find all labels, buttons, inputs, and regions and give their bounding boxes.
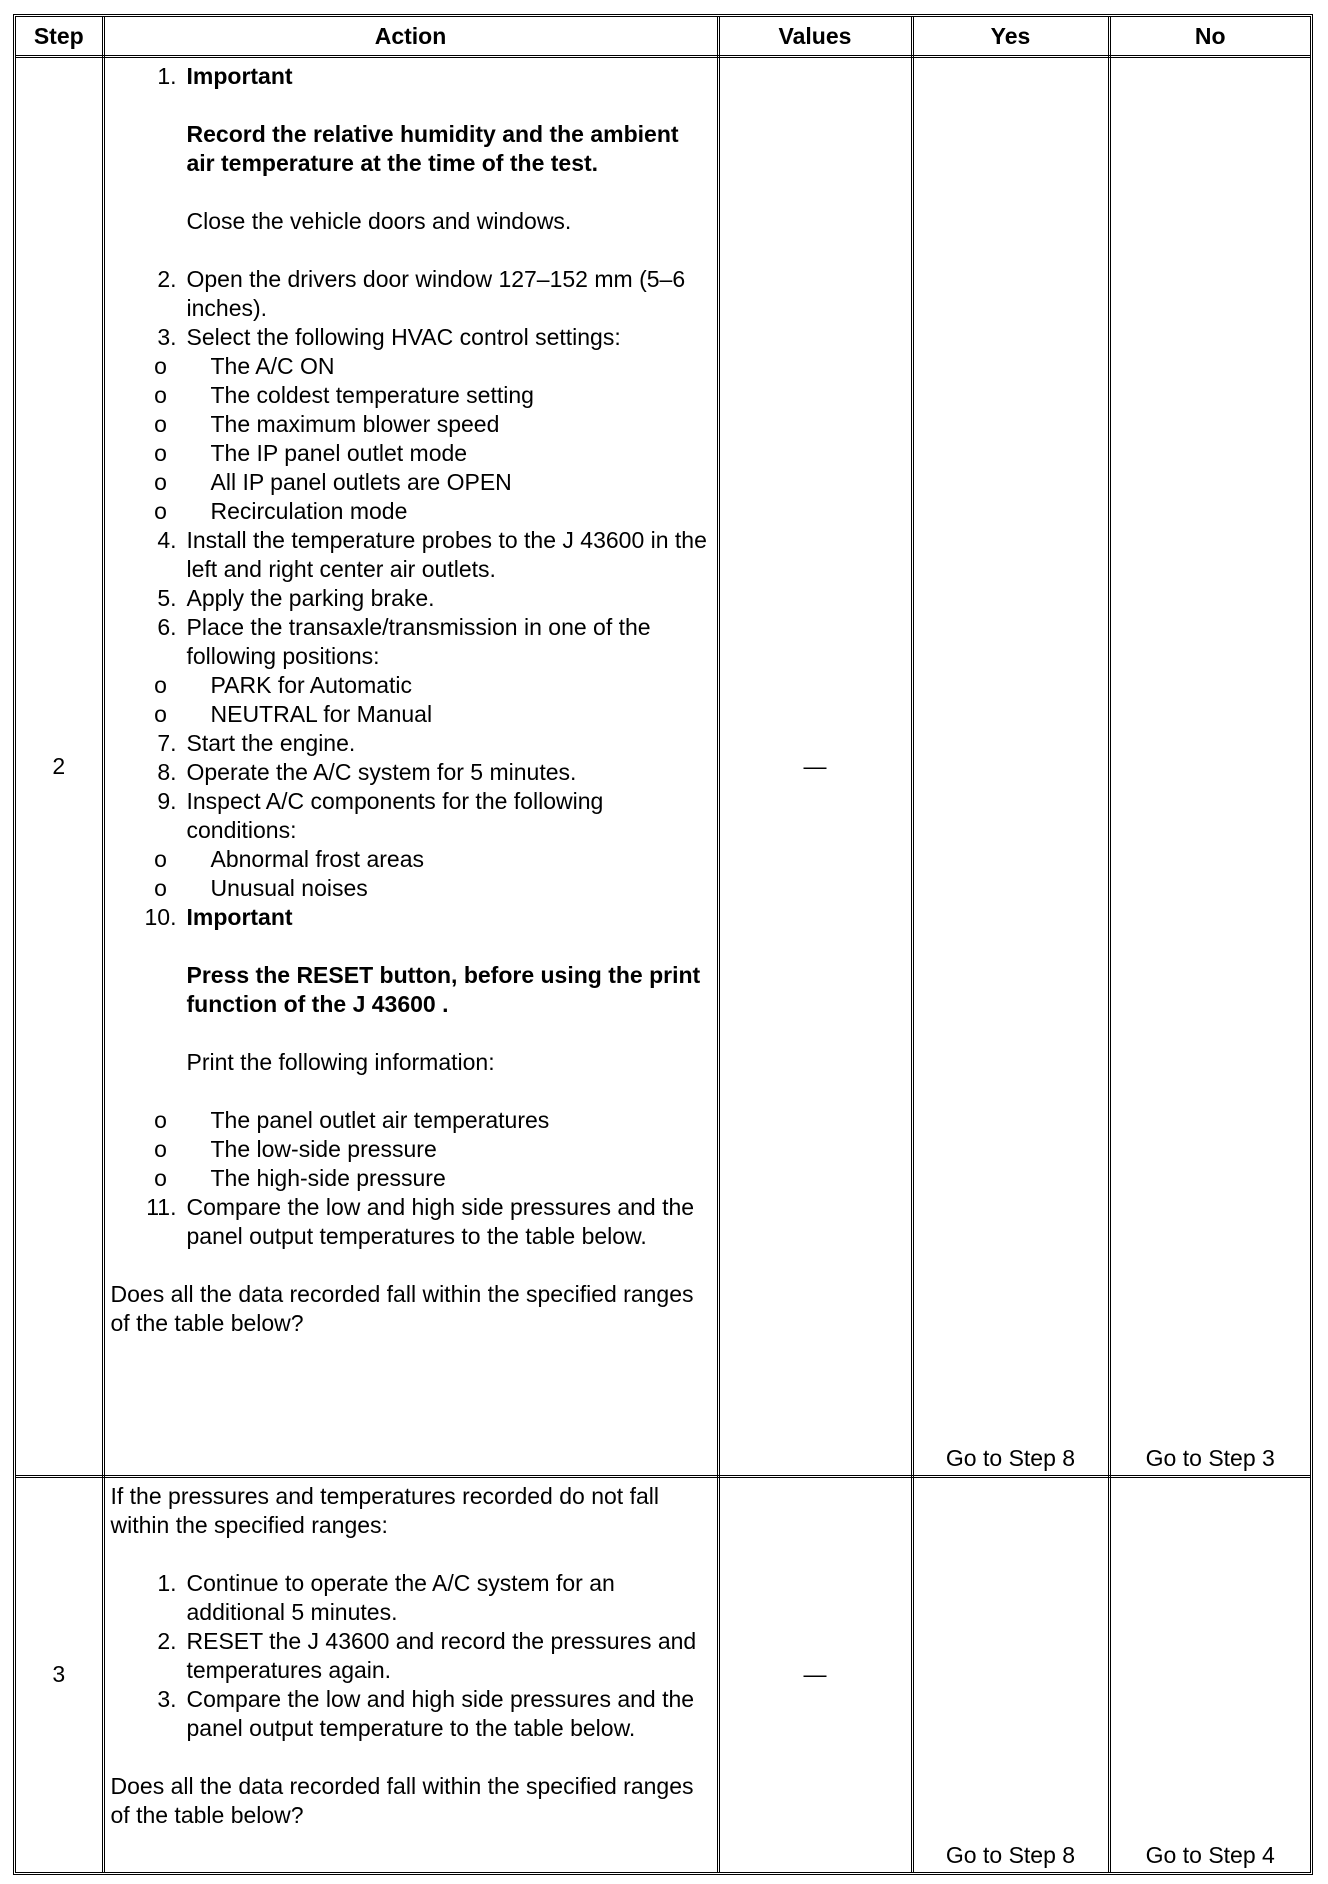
step-number: 3 [16,1477,103,1872]
bullet-icon: o [154,353,167,379]
item-number: 5. [157,585,177,611]
item-number: 3. [157,1686,177,1712]
table-row-step-2 [16,57,1310,1477]
item-text: Place the transaxle/transmission in one of the following positions: [186,614,651,669]
diagnostic-table [16,17,1310,1872]
header-no: No [1109,17,1310,57]
item-number: 11. [146,1194,177,1220]
list-item [111,613,711,671]
bullet-icon: o [154,1165,167,1191]
sub-bullet [111,381,711,410]
list-item [111,1569,711,1627]
important-note: Press the RESET button, before using the print function of the J 43600 . [186,962,701,1017]
intro-text: If the pressures and temperatures recorded do not fall within the specified ranges: [110,1483,659,1538]
item-text: Install the temperature probes to the J 43600 in the left and right center air outlets. [186,527,707,582]
item-text: RESET the J 43600 and record the pressures and temperatures again. [186,1628,697,1683]
bullet-text: PARK for Automatic [210,672,413,698]
list-item [111,758,711,787]
list-item [111,729,711,758]
item-number: 7. [157,730,177,756]
bullet-text: Unusual noises [210,875,368,901]
header-values: Values [718,17,912,57]
bullet-icon: o [154,440,167,466]
sub-bullet [111,671,711,700]
list-item [111,903,711,1106]
item-number: 8. [157,759,177,785]
bullet-text: The maximum blower speed [210,411,500,437]
item-number: 6. [157,614,177,640]
list-item [111,1193,711,1251]
sub-bullet [111,1164,711,1193]
item-text: Inspect A/C components for the following conditions: [186,788,604,843]
item-text: Open the drivers door window 127–152 mm (5–6 inches). [186,266,686,321]
bullet-icon: o [154,875,167,901]
sub-bullet [111,1106,711,1135]
bullet-icon: o [154,382,167,408]
bullet-text: Abnormal frost areas [210,846,424,872]
list-item [111,62,711,236]
sub-bullet [111,410,711,439]
list-item [111,323,711,352]
header-yes: Yes [912,17,1109,57]
yes-link[interactable]: Go to Step 8 [912,1477,1109,1872]
header-row [16,17,1310,57]
bullet-text: All IP panel outlets are OPEN [210,469,512,495]
bullet-text: The low-side pressure [210,1136,437,1162]
item-text: Compare the low and high side pressures and the panel output temperature to the table below. [186,1686,695,1741]
yes-link[interactable]: Go to Step 8 [912,57,1109,1477]
item-text: Close the vehicle doors and windows. [186,208,572,234]
bullet-text: NEUTRAL for Manual [210,701,433,727]
item-text: Operate the A/C system for 5 minutes. [186,759,577,785]
diagnostic-table-frame [13,14,1313,1875]
bullet-icon: o [154,672,167,698]
item-text: Apply the parking brake. [186,585,435,611]
bullet-text: The panel outlet air temperatures [210,1107,550,1133]
bullet-text: The A/C ON [210,353,335,379]
question-text: Does all the data recorded fall within the specified ranges of the table below? [110,1773,694,1828]
item-text: Select the following HVAC control settings: [186,324,621,350]
bullet-icon: o [154,1136,167,1162]
important-label: Important [186,63,293,89]
item-number: 1. [157,63,177,89]
bullet-text: Recirculation mode [210,498,408,524]
sub-bullet [111,845,711,874]
item-number: 9. [157,788,177,814]
bullet-icon: o [154,846,167,872]
action-cell [103,57,718,1477]
list-item [111,265,711,323]
no-link[interactable]: Go to Step 4 [1145,1841,1275,1868]
sub-bullet [111,497,711,526]
sub-bullet [111,439,711,468]
sub-bullet [111,1135,711,1164]
bullet-icon: o [154,498,167,524]
bullet-text: The coldest temperature setting [210,382,534,408]
item-text: Compare the low and high side pressures and the panel output temperatures to the table below. [186,1194,695,1249]
item-number: 4. [157,527,177,553]
item-number: 2. [157,1628,177,1654]
item-number: 3. [157,324,177,350]
bullet-text: The IP panel outlet mode [210,440,468,466]
item-text: Start the engine. [186,730,356,756]
important-label: Important [186,904,293,930]
action-cell [103,1477,718,1872]
values-cell: — [718,1477,912,1872]
no-link[interactable]: Go to Step 3 [1109,57,1310,1477]
sub-bullet [111,700,711,729]
bullet-icon: o [154,411,167,437]
item-text: Continue to operate the A/C system for an additional 5 minutes. [186,1570,615,1625]
bullet-icon: o [154,469,167,495]
list-item [111,1627,711,1685]
bullet-icon: o [154,1107,167,1133]
list-item [111,584,711,613]
sub-bullet [111,468,711,497]
bullet-icon: o [154,701,167,727]
header-step: Step [16,17,103,57]
list-item [111,526,711,584]
bullet-text: The high-side pressure [210,1165,446,1191]
sub-bullet [111,352,711,381]
item-text: Print the following information: [186,1049,495,1075]
item-number: 1. [157,1570,177,1596]
important-note: Record the relative humidity and the ambient air temperature at the time of the test. [186,121,679,176]
table-row-step-3 [16,1477,1310,1872]
item-number: 2. [157,266,177,292]
list-item [111,1685,711,1743]
list-item [111,787,711,845]
question-text: Does all the data recorded fall within the specified ranges of the table below? [110,1281,694,1336]
values-cell: — [718,57,912,1477]
step-number: 2 [16,57,103,1477]
header-action: Action [103,17,718,57]
item-number: 10. [144,904,177,930]
sub-bullet [111,874,711,903]
